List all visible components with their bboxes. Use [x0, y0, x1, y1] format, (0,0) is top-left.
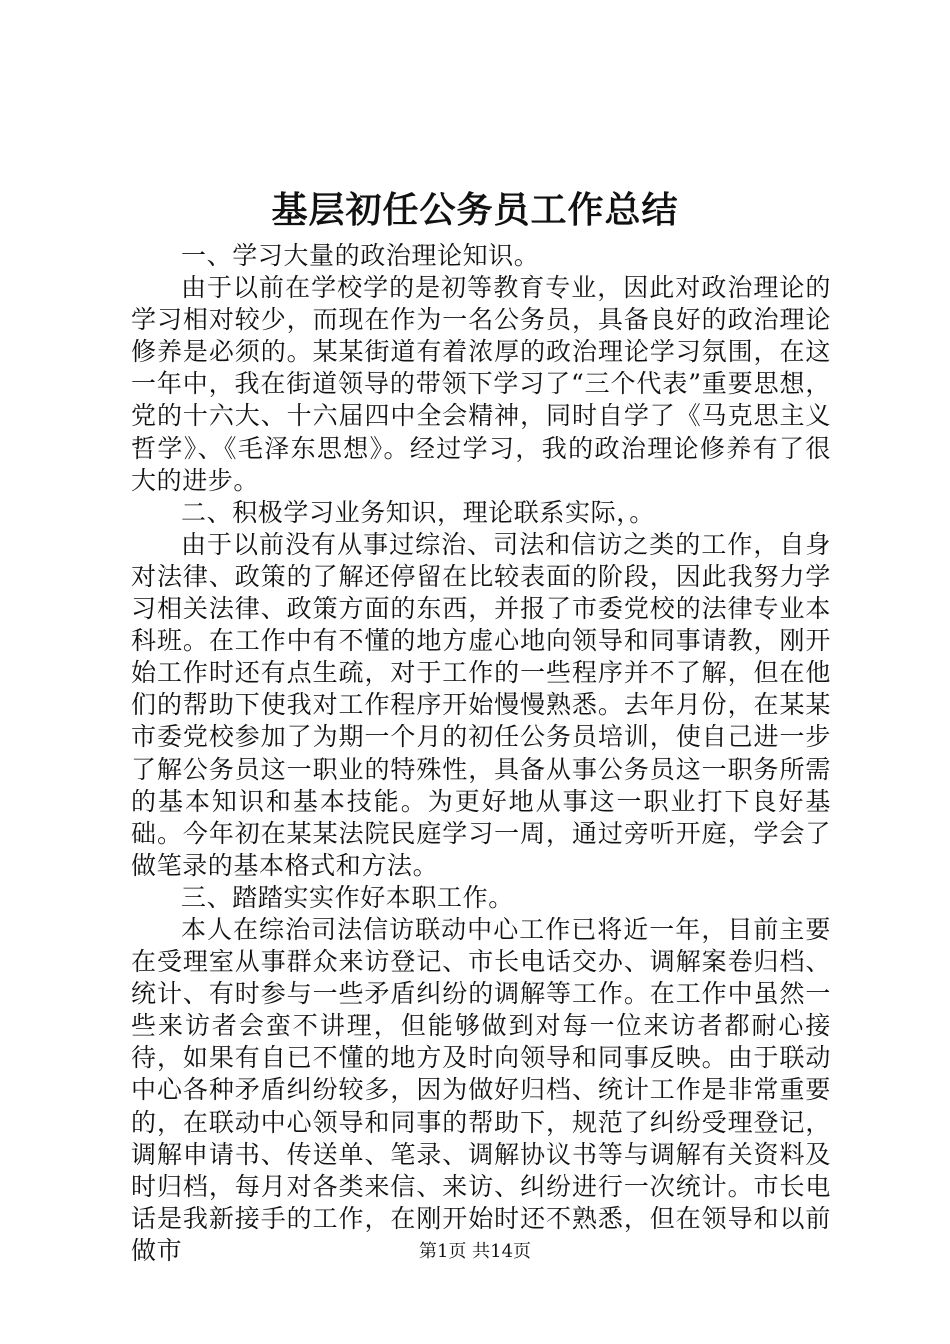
page-number-footer: 第1页 共14页: [418, 1241, 532, 1262]
section-paragraph-1: 由于以前在学校学的是初等教育专业，因此对政治理论的学习相对较少，而现在作为一名公务员，具备良好的政治理论修养是必须的。某某街道有着浓厚的政治理论学习氛围，在这一年中，我在街道领导的带领下学习了“三个代表”重要思想，党的十六大、十六届四中全会精神，同时自学了《马克思主义哲学》、《毛泽东思想》。经过学习，我的政治理论修养有了很大的进步。: [131, 273, 831, 495]
document-title: 基层初任公务员工作总结: [271, 189, 679, 231]
section-heading-2: 二、积极学习业务知识，理论联系实际，。: [181, 497, 655, 527]
section-heading-3: 三、踏踏实实作好本职工作。: [181, 882, 514, 912]
section-paragraph-3: 本人在综治司法信访联动中心工作已将近一年，目前主要在受理室从事群众来访登记、市长电话交办、调解案卷归档、统计、有时参与一些矛盾纠纷的调解等工作。在工作中虽然一些来访者会蛮不讲理，但能够做到对每一位来访者都耐心接待，如果有自已不懂的地方及时向领导和同事反映。由于联动中心各种矛盾纠纷较多，因为做好归档、统计工作是非常重要的，在联动中心领导和同事的帮助下，规范了纠纷受理登记，调解申请书、传送单、笔录、调解协议书等与调解有关资料及时归档，每月对各类来信、来访、纠纷进行一次统计。市长电话是我新接手的工作，在刚开始时还不熟悉，但在领导和以前做市: [131, 914, 831, 1265]
document-body: [131, 240, 831, 1267]
section-heading-1: 一、学习大量的政治理论知识。: [181, 241, 540, 270]
section-paragraph-2: 由于以前没有从事过综治、司法和信访之类的工作，自身对法律、政策的了解还停留在比较表面的阶段，因此我努力学习相关法律、政策方面的东西，并报了市委党校的法律专业本科班。在工作中有不懂的地方虚心地向领导和同事请教，刚开始工作时还有点生疏，对于工作的一些程序并不了解，但在他们的帮助下使我对工作程序开始慢慢熟悉。去年月份，在某某市委党校参加了为期一个月的初任公务员培训，使自己进一步了解公务员这一职业的特殊性，具备从事公务员这一职务所需的基本知识和基本技能。为更好地从事这一职业打下良好基础。今年初在某某法院民庭学习一周，通过旁听开庭，学会了做笔录的基本格式和方法。: [131, 529, 831, 880]
